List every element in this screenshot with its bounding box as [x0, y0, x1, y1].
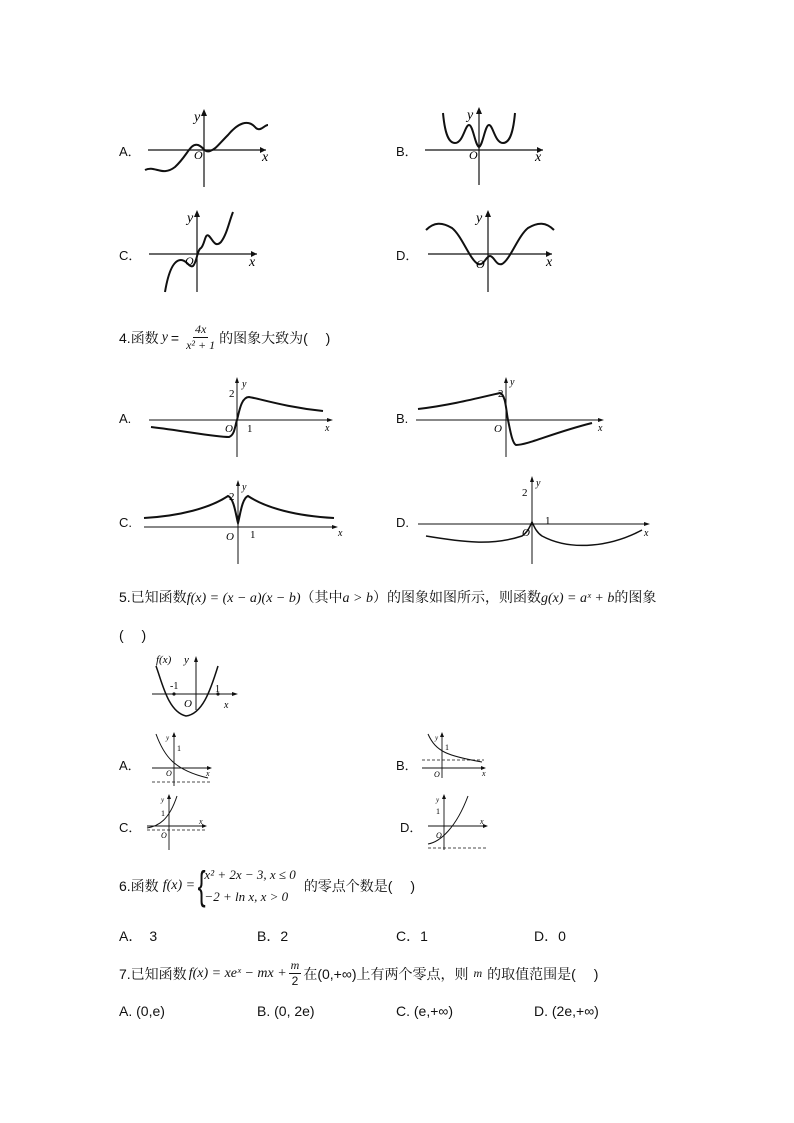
svg-text:O: O [434, 770, 440, 779]
svg-text:x: x [325, 423, 330, 434]
q5-graph-a [148, 730, 216, 788]
svg-text:-1: -1 [170, 681, 179, 692]
q3-graph-b [415, 105, 550, 190]
svg-text:y: y [187, 211, 194, 226]
svg-text:x: x [206, 769, 210, 778]
svg-text:y: y [510, 377, 515, 388]
svg-text:x: x [224, 700, 229, 711]
q6-case-2: −2 + ln x, x > 0 [204, 889, 289, 904]
svg-text:x: x [598, 423, 603, 434]
svg-text:1: 1 [161, 809, 165, 818]
svg-text:2: 2 [229, 388, 235, 400]
svg-text:O: O [476, 257, 485, 271]
q6-case-1: x² + 2x − 3, x ≤ 0 [204, 867, 296, 882]
svg-text:y: y [536, 478, 541, 489]
q6-stem: 6.函数 f(x) = { x² + 2x − 3, x ≤ 0 −2 + ln x, x > 0 的零点个数是( ) [119, 864, 416, 908]
q7-stem: 7.已知函数 f(x) = xeˣ − mx + $\frac{m}{2}$ 在 (0,+∞) 上有两个零点，则 m 的取值范围是( ) [119, 958, 599, 988]
q6-answer-d: D．0 [534, 928, 566, 944]
q3-option-c-label: C． [119, 248, 142, 263]
svg-text:2: 2 [522, 487, 528, 499]
svg-text:x: x [480, 817, 484, 826]
q5-stem-line1: 5.已知函数f(x) = (x − a)(x − b)（其中a > b）的图象如图所示，则函数g(x) = aˣ + b的图象 [119, 589, 657, 606]
q4-graph-d [412, 474, 657, 569]
svg-text:y: y [436, 796, 440, 804]
svg-text:1: 1 [250, 529, 256, 541]
svg-text:x: x [535, 150, 542, 165]
q6-answer-c: C．1 [396, 928, 428, 944]
svg-text:O: O [166, 769, 172, 778]
svg-text:x: x [199, 817, 203, 826]
q4-option-d-label: D. [396, 515, 409, 530]
q5-parabola-figure [148, 652, 243, 712]
q5-option-d-label: D． [400, 820, 423, 835]
q7-answer-d: D. (2e,+∞) [534, 1003, 599, 1019]
svg-text:2: 2 [498, 388, 504, 400]
svg-text:O: O [184, 698, 192, 710]
q7-answer-b: B. (0, 2e) [257, 1003, 315, 1019]
svg-text:O: O [225, 423, 233, 435]
q5-option-a-label: A． [119, 758, 141, 773]
svg-text:1: 1 [177, 744, 181, 753]
svg-text:O: O [161, 831, 167, 840]
axis-x-label: x [262, 150, 269, 165]
svg-text:1: 1 [247, 423, 253, 435]
axis-y-label: y [194, 110, 201, 125]
svg-text:x: x [644, 528, 649, 539]
q5-option-c-label: C． [119, 820, 142, 835]
svg-text:O: O [469, 148, 478, 162]
svg-text:y: y [161, 796, 165, 804]
svg-text:y: y [242, 379, 247, 390]
q4-stem: 4. 函数 y = $\frac{4x}{\text{x² + 1}}$ 的图象大致为( ) [119, 322, 331, 352]
svg-text:y: y [476, 211, 483, 226]
q3-option-b-label: B． [396, 144, 418, 159]
svg-text:x: x [249, 255, 256, 270]
svg-text:x: x [338, 528, 343, 539]
q5-graph-c [143, 792, 211, 852]
q4-graph-a [145, 375, 340, 460]
q3-graph-d [420, 208, 560, 293]
q5-graph-b [418, 730, 490, 780]
q4-graph-b [412, 375, 612, 460]
q5-graph-d [424, 792, 492, 852]
q6-answer-a: A． 3 [119, 928, 158, 944]
svg-text:1: 1 [445, 743, 449, 752]
q3-graph-c [145, 208, 265, 293]
svg-text:1: 1 [215, 684, 220, 695]
svg-text:x: x [546, 255, 553, 270]
q4-option-b-label: B. [396, 411, 409, 426]
q3-option-a-label: A． [119, 144, 141, 159]
q7-answer-a: A. (0,e) [119, 1003, 165, 1019]
svg-text:O: O [522, 527, 530, 539]
svg-text:y: y [184, 654, 189, 666]
q4-option-c-label: C. [119, 515, 132, 530]
svg-text:y: y [467, 108, 474, 123]
q5-stem-line2: ( ) [119, 627, 147, 643]
q4-graph-c [140, 478, 350, 568]
svg-text:x: x [482, 769, 486, 778]
svg-text:y: y [435, 734, 439, 742]
svg-text:1: 1 [545, 515, 551, 527]
q7-answer-c: C. (e,+∞) [396, 1003, 454, 1019]
svg-text:y: y [166, 734, 170, 742]
q6-answer-b: B．2 [257, 928, 289, 944]
q4-option-a-label: A. [119, 411, 132, 426]
q3-graph-a [140, 105, 270, 190]
svg-text:y: y [242, 482, 247, 493]
svg-text:1: 1 [436, 807, 440, 816]
svg-text:O: O [436, 831, 442, 840]
svg-text:2: 2 [229, 491, 235, 503]
svg-text:O: O [185, 254, 194, 268]
svg-text:O: O [494, 423, 502, 435]
svg-text:f(x): f(x) [156, 654, 172, 666]
q5-option-b-label: B． [396, 758, 418, 773]
q3-option-d-label: D． [396, 248, 419, 263]
origin-label: O [194, 148, 203, 162]
svg-text:O: O [226, 531, 234, 543]
